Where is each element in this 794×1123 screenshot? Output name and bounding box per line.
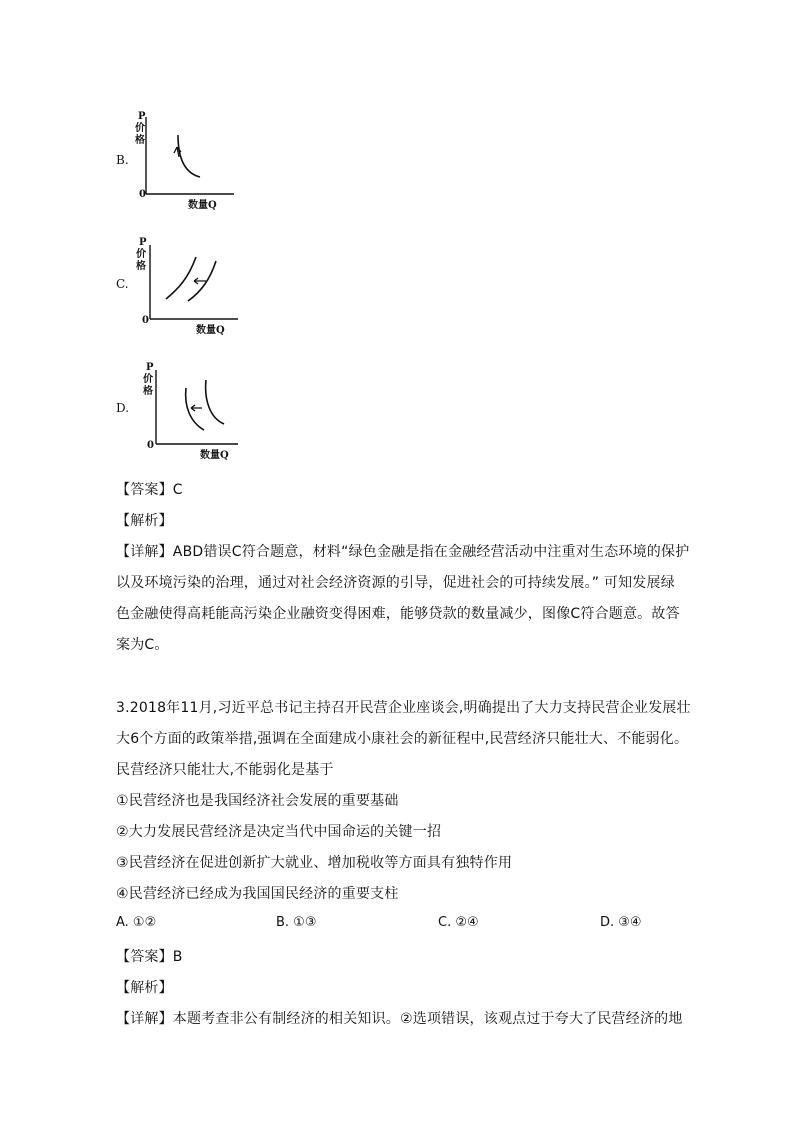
detail-line: 色金融使得高耗能高污染企业融资变得困难，能够贷款的数量减少，图像C符合题意。故答 bbox=[116, 606, 680, 622]
detail-line: 【详解】ABD错误C符合题意，材料“绿色金融是指在金融经营活动中注重对生态环境的保护 bbox=[116, 544, 690, 560]
arrow-left-icon bbox=[194, 278, 206, 284]
statement-4: ④民营经济已经成为我国国民经济的重要支柱 bbox=[116, 886, 399, 902]
axis-p-label: P bbox=[138, 111, 146, 122]
axis-p-label: P bbox=[139, 237, 147, 248]
analysis-heading: 【解析】 bbox=[116, 980, 173, 996]
axis-quantity-label: 数量Q bbox=[196, 325, 225, 336]
answer-line: 【答案】C bbox=[116, 482, 183, 498]
detail-line: 案为C。 bbox=[116, 637, 169, 653]
choice-b: B. ①③ bbox=[276, 915, 317, 930]
arrow-left-icon bbox=[191, 405, 202, 411]
axis-price-label-2: 格 bbox=[136, 261, 146, 272]
detail-line: 以及环境污染的治理，通过对社会经济资源的引导，促进社会的可持续发展。” 可知发展绿 bbox=[116, 575, 675, 591]
axis-quantity-label: 数量Q bbox=[188, 200, 217, 211]
option-b-label: B. bbox=[116, 153, 129, 167]
option-c-label: C. bbox=[116, 277, 129, 291]
choice-a: A. ①② bbox=[116, 915, 157, 930]
choice-d: D. ③④ bbox=[600, 915, 642, 930]
origin-label: 0 bbox=[139, 189, 146, 200]
origin-label: 0 bbox=[147, 440, 154, 451]
option-d-label: D. bbox=[116, 401, 130, 415]
answer-line: 【答案】B bbox=[116, 949, 183, 965]
supply-curve-new bbox=[166, 257, 196, 299]
origin-label: 0 bbox=[142, 315, 149, 326]
axis-quantity-label: 数量Q bbox=[200, 450, 229, 461]
graph-c bbox=[130, 231, 250, 345]
axis-price-label-1: 价 bbox=[136, 249, 146, 260]
statement-2: ②大力发展民营经济是决定当代中国命运的关键一招 bbox=[116, 824, 442, 840]
axis-price-label-2: 格 bbox=[143, 386, 153, 397]
choice-c: C. ②④ bbox=[438, 915, 479, 930]
graph-b bbox=[130, 105, 250, 219]
demand-curve-original bbox=[206, 380, 224, 424]
axis-p-label: P bbox=[146, 362, 154, 373]
question-stem-line: 3.2018年11月,习近平总书记主持召开民营企业座谈会,明确提出了大力支持民营企业发展壮 bbox=[116, 700, 691, 716]
statement-3: ③民营经济在促进创新扩大就业、增加税收等方面具有独特作用 bbox=[116, 855, 513, 871]
analysis-heading: 【解析】 bbox=[116, 513, 173, 529]
graph-d bbox=[130, 356, 250, 470]
detail-line: 【详解】本题考查非公有制经济的相关知识。②选项错误，该观点过于夸大了民营经济的地 bbox=[116, 1011, 683, 1027]
question-stem-line: 民营经济只能壮大,不能弱化是基于 bbox=[116, 762, 334, 778]
demand-curve bbox=[178, 135, 200, 177]
demand-curve-new bbox=[186, 388, 204, 430]
question-stem-line: 大6个方面的政策举措,强调在全面建成小康社会的新征程中,民营经济只能壮大、不能弱化。 bbox=[116, 731, 689, 747]
axis-price-label-1: 价 bbox=[135, 123, 145, 134]
axis-price-label-2: 格 bbox=[135, 135, 145, 146]
axis-price-label-1: 价 bbox=[143, 374, 153, 385]
statement-1: ①民营经济也是我国经济社会发展的重要基础 bbox=[116, 793, 399, 809]
